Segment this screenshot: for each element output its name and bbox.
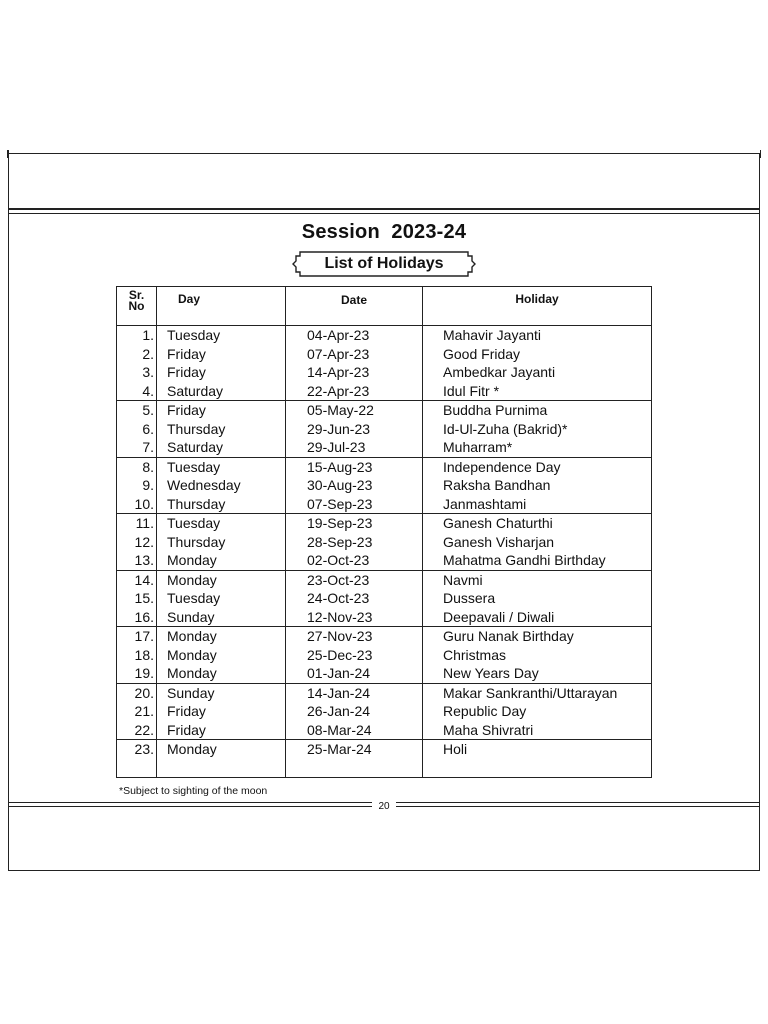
row-holiday: Janmashtami xyxy=(423,495,652,514)
row-date: 23-Oct-23 xyxy=(286,570,423,589)
holiday-table-body xyxy=(117,326,652,778)
row-day: Thursday xyxy=(157,495,286,514)
table-row xyxy=(117,608,652,627)
row-holiday: Mahavir Jayanti xyxy=(423,326,652,345)
row-sr-no: 2. xyxy=(117,345,157,364)
row-sr-no: 8. xyxy=(117,457,157,476)
row-date: 14-Jan-24 xyxy=(286,683,423,702)
row-date: 07-Apr-23 xyxy=(286,345,423,364)
header-date: Date xyxy=(286,287,423,326)
row-holiday: Idul Fitr * xyxy=(423,382,652,401)
row-date: 29-Jun-23 xyxy=(286,420,423,439)
row-date: 28-Sep-23 xyxy=(286,533,423,552)
row-date: 12-Nov-23 xyxy=(286,608,423,627)
row-day: Friday xyxy=(157,702,286,721)
row-sr-no: 18. xyxy=(117,646,157,665)
row-sr-no: 17. xyxy=(117,627,157,646)
subtitle-text: List of Holidays xyxy=(324,255,444,272)
row-date: 27-Nov-23 xyxy=(286,627,423,646)
row-holiday: Makar Sankranthi/Uttarayan xyxy=(423,683,652,702)
row-sr-no: 12. xyxy=(117,533,157,552)
table-row xyxy=(117,627,652,646)
row-sr-no: 9. xyxy=(117,476,157,495)
row-day: Sunday xyxy=(157,683,286,702)
row-date: 19-Sep-23 xyxy=(286,514,423,533)
table-row xyxy=(117,363,652,382)
table-row xyxy=(117,438,652,457)
row-sr-no: 1. xyxy=(117,326,157,345)
row-date: 05-May-22 xyxy=(286,401,423,420)
header-rule-thick xyxy=(8,208,760,210)
row-date: 25-Mar-24 xyxy=(286,740,423,759)
row-day: Friday xyxy=(157,401,286,420)
empty-cell xyxy=(117,759,157,778)
footnote: *Subject to sighting of the moon xyxy=(119,785,268,797)
row-day: Tuesday xyxy=(157,326,286,345)
row-date: 15-Aug-23 xyxy=(286,457,423,476)
empty-cell xyxy=(423,759,652,778)
row-sr-no: 4. xyxy=(117,382,157,401)
row-day: Tuesday xyxy=(157,514,286,533)
table-row xyxy=(117,740,652,759)
table-row xyxy=(117,401,652,420)
header-sr-line1: Sr. xyxy=(128,288,145,302)
row-sr-no: 21. xyxy=(117,702,157,721)
row-date: 07-Sep-23 xyxy=(286,495,423,514)
table-row xyxy=(117,683,652,702)
empty-cell xyxy=(157,759,286,778)
header-sr-no xyxy=(117,287,157,326)
row-day: Saturday xyxy=(157,382,286,401)
row-sr-no: 19. xyxy=(117,664,157,683)
row-day: Monday xyxy=(157,664,286,683)
row-day: Monday xyxy=(157,646,286,665)
row-sr-no: 11. xyxy=(117,514,157,533)
header-rule-thin xyxy=(8,213,760,214)
row-date: 02-Oct-23 xyxy=(286,551,423,570)
row-sr-no: 7. xyxy=(117,438,157,457)
holiday-table xyxy=(116,286,652,778)
row-holiday: Mahatma Gandhi Birthday xyxy=(423,551,652,570)
table-row xyxy=(117,551,652,570)
row-date: 30-Aug-23 xyxy=(286,476,423,495)
row-holiday: Maha Shivratri xyxy=(423,721,652,740)
row-date: 22-Apr-23 xyxy=(286,382,423,401)
table-row xyxy=(117,646,652,665)
row-day: Tuesday xyxy=(157,589,286,608)
row-sr-no: 23. xyxy=(117,740,157,759)
row-date: 29-Jul-23 xyxy=(286,438,423,457)
table-row xyxy=(117,570,652,589)
table-row xyxy=(117,533,652,552)
row-sr-no: 22. xyxy=(117,721,157,740)
row-day: Monday xyxy=(157,740,286,759)
row-date: 08-Mar-24 xyxy=(286,721,423,740)
row-date: 14-Apr-23 xyxy=(286,363,423,382)
page-number: 20 xyxy=(372,801,396,813)
row-date: 01-Jan-24 xyxy=(286,664,423,683)
row-day: Monday xyxy=(157,570,286,589)
frame-tick-right xyxy=(760,150,762,158)
row-holiday: New Years Day xyxy=(423,664,652,683)
row-day: Sunday xyxy=(157,608,286,627)
row-holiday: Holi xyxy=(423,740,652,759)
page-title: Session 2023-24 xyxy=(301,221,467,243)
row-sr-no: 3. xyxy=(117,363,157,382)
row-holiday: Christmas xyxy=(423,646,652,665)
row-day: Tuesday xyxy=(157,457,286,476)
row-sr-no: 13. xyxy=(117,551,157,570)
row-date: 25-Dec-23 xyxy=(286,646,423,665)
row-holiday: Good Friday xyxy=(423,345,652,364)
table-row xyxy=(117,476,652,495)
header-holiday: Holiday xyxy=(423,287,652,326)
row-sr-no: 10. xyxy=(117,495,157,514)
row-sr-no: 15. xyxy=(117,589,157,608)
header-sr-line2: No xyxy=(128,299,145,313)
table-row xyxy=(117,514,652,533)
row-holiday: Independence Day xyxy=(423,457,652,476)
row-day: Thursday xyxy=(157,420,286,439)
row-holiday: Republic Day xyxy=(423,702,652,721)
row-sr-no: 14. xyxy=(117,570,157,589)
table-row-empty xyxy=(117,759,652,778)
row-date: 26-Jan-24 xyxy=(286,702,423,721)
table-row xyxy=(117,382,652,401)
row-day: Friday xyxy=(157,345,286,364)
row-sr-no: 6. xyxy=(117,420,157,439)
subtitle-banner xyxy=(292,250,476,278)
row-holiday: Muharram* xyxy=(423,438,652,457)
row-holiday: Dussera xyxy=(423,589,652,608)
table-row xyxy=(117,702,652,721)
row-day: Thursday xyxy=(157,533,286,552)
row-holiday: Ganesh Chaturthi xyxy=(423,514,652,533)
row-holiday: Ambedkar Jayanti xyxy=(423,363,652,382)
table-row xyxy=(117,345,652,364)
frame-tick-left xyxy=(7,150,9,158)
row-day: Friday xyxy=(157,721,286,740)
header-day: Day xyxy=(157,287,286,326)
table-row xyxy=(117,589,652,608)
row-holiday: Guru Nanak Birthday xyxy=(423,627,652,646)
empty-cell xyxy=(286,759,423,778)
table-row xyxy=(117,664,652,683)
table-row xyxy=(117,326,652,345)
row-day: Friday xyxy=(157,363,286,382)
row-date: 04-Apr-23 xyxy=(286,326,423,345)
table-header-row xyxy=(117,287,652,326)
row-holiday: Raksha Bandhan xyxy=(423,476,652,495)
row-date: 24-Oct-23 xyxy=(286,589,423,608)
row-sr-no: 20. xyxy=(117,683,157,702)
table-row xyxy=(117,721,652,740)
row-day: Monday xyxy=(157,551,286,570)
row-day: Saturday xyxy=(157,438,286,457)
row-day: Wednesday xyxy=(157,476,286,495)
row-sr-no: 5. xyxy=(117,401,157,420)
table-row xyxy=(117,495,652,514)
row-holiday: Navmi xyxy=(423,570,652,589)
table-row xyxy=(117,457,652,476)
row-day: Monday xyxy=(157,627,286,646)
table-row xyxy=(117,420,652,439)
row-sr-no: 16. xyxy=(117,608,157,627)
row-holiday: Buddha Purnima xyxy=(423,401,652,420)
row-holiday: Id-Ul-Zuha (Bakrid)* xyxy=(423,420,652,439)
row-holiday: Ganesh Visharjan xyxy=(423,533,652,552)
row-holiday: Deepavali / Diwali xyxy=(423,608,652,627)
